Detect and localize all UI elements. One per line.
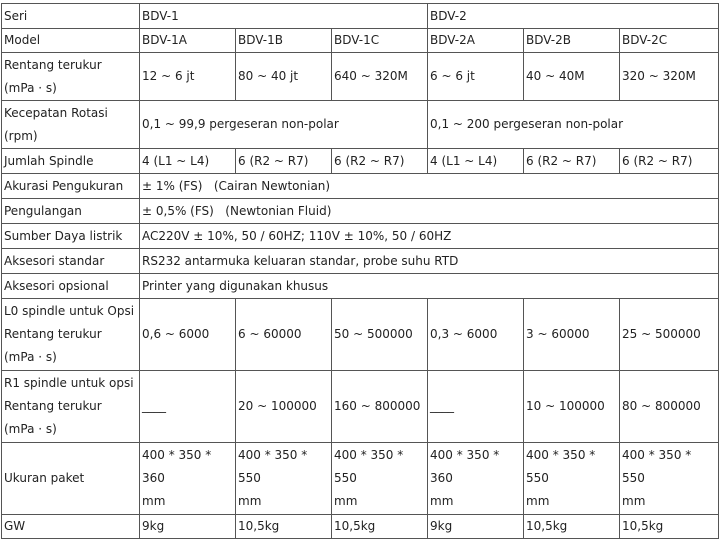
l0-label-line1: L0 spindle untuk Opsi: [4, 304, 135, 318]
spindle-cell: 6 (R2 ~ R7): [236, 149, 332, 174]
package-height: 550: [622, 471, 645, 485]
repeat-value: ± 0,5% (FS) (Newtonian Fluid): [140, 199, 719, 224]
row-l0: [2, 299, 719, 371]
package-dim: 400 * 350 *: [622, 448, 692, 462]
l0-cell: 0,3 ~ 6000: [428, 299, 524, 371]
range-cell: 640 ~ 320M: [332, 53, 428, 101]
row-seri: [2, 4, 719, 29]
range-cell: 40 ~ 40M: [524, 53, 620, 101]
l0-label-line2: Rentang terukur: [4, 327, 102, 341]
package-unit: mm: [526, 494, 550, 508]
spec-table: [1, 3, 719, 539]
r1-cell: 80 ~ 800000: [620, 371, 719, 443]
model-cell: BDV-2B: [524, 29, 620, 53]
package-cell: [524, 443, 620, 515]
package-label: Ukuran paket: [2, 443, 140, 515]
row-range: [2, 53, 719, 101]
power-value: AC220V ± 10%, 50 / 60HZ; 110V ± 10%, 50 / 60HZ: [140, 224, 719, 249]
row-gw: [2, 515, 719, 539]
r1-cell: ____: [428, 371, 524, 443]
package-unit: mm: [622, 494, 646, 508]
range-label: [2, 53, 140, 101]
l0-cell: 50 ~ 500000: [332, 299, 428, 371]
row-package: [2, 443, 719, 515]
row-opt-accessory: [2, 274, 719, 299]
range-label-unit: (mPa · s): [4, 80, 57, 95]
range-cell: 80 ~ 40 jt: [236, 53, 332, 101]
speed-bdv2: 0,1 ~ 200 pergeseran non-polar: [428, 101, 719, 149]
r1-cell: 10 ~ 100000: [524, 371, 620, 443]
r1-label-unit: (mPa · s): [4, 422, 57, 436]
row-model: [2, 29, 719, 53]
package-dim: 400 * 350 *: [142, 448, 212, 462]
package-height: 550: [238, 471, 261, 485]
row-accuracy: [2, 174, 719, 199]
l0-cell: 6 ~ 60000: [236, 299, 332, 371]
accuracy-label: Akurasi Pengukuran: [2, 174, 140, 199]
spindle-cell: 6 (R2 ~ R7): [332, 149, 428, 174]
r1-cell: ____: [140, 371, 236, 443]
package-cell: [332, 443, 428, 515]
package-dim: 400 * 350 *: [334, 448, 404, 462]
spindle-cell: 6 (R2 ~ R7): [620, 149, 719, 174]
accuracy-value: ± 1% (FS) (Cairan Newtonian): [140, 174, 719, 199]
package-cell: [620, 443, 719, 515]
row-power: [2, 224, 719, 249]
l0-cell: 3 ~ 60000: [524, 299, 620, 371]
range-cell: 6 ~ 6 jt: [428, 53, 524, 101]
model-cell: BDV-1B: [236, 29, 332, 53]
package-unit: mm: [430, 494, 454, 508]
gw-label: GW: [2, 515, 140, 539]
repeat-label: Pengulangan: [2, 199, 140, 224]
package-cell: [428, 443, 524, 515]
package-cell: [140, 443, 236, 515]
opt-accessory-value: Printer yang digunakan khusus: [140, 274, 719, 299]
model-cell: BDV-2A: [428, 29, 524, 53]
r1-label-line1: R1 spindle untuk opsi: [4, 376, 134, 390]
gw-cell: 9kg: [428, 515, 524, 539]
package-unit: mm: [238, 494, 262, 508]
spindle-cell: 4 (L1 ~ L4): [428, 149, 524, 174]
range-label-line: Rentang terukur: [4, 57, 102, 72]
gw-cell: 9kg: [140, 515, 236, 539]
package-dim: 400 * 350 *: [526, 448, 596, 462]
gw-cell: 10,5kg: [524, 515, 620, 539]
row-r1: [2, 371, 719, 443]
package-height: 550: [526, 471, 549, 485]
gw-cell: 10,5kg: [620, 515, 719, 539]
gw-cell: 10,5kg: [236, 515, 332, 539]
seri-bdv1: BDV-1: [140, 4, 428, 29]
row-std-accessory: [2, 249, 719, 274]
power-label: Sumber Daya listrik: [2, 224, 140, 249]
speed-label: [2, 101, 140, 149]
model-cell: BDV-1C: [332, 29, 428, 53]
model-cell: BDV-1A: [140, 29, 236, 53]
r1-label-line2: Rentang terukur: [4, 399, 102, 413]
model-cell: BDV-2C: [620, 29, 719, 53]
r1-cell: 20 ~ 100000: [236, 371, 332, 443]
speed-bdv1: 0,1 ~ 99,9 pergeseran non-polar: [140, 101, 428, 149]
spindle-label: Jumlah Spindle: [2, 149, 140, 174]
l0-label: [2, 299, 140, 371]
std-accessory-value: RS232 antarmuka keluaran standar, probe suhu RTD: [140, 249, 719, 274]
std-accessory-label: Aksesori standar: [2, 249, 140, 274]
package-height: 360: [430, 471, 453, 485]
r1-cell: 160 ~ 800000: [332, 371, 428, 443]
model-label: Model: [2, 29, 140, 53]
speed-label-line: Kecepatan Rotasi: [4, 105, 108, 120]
gw-cell: 10,5kg: [332, 515, 428, 539]
package-height: 360: [142, 471, 165, 485]
spindle-cell: 6 (R2 ~ R7): [524, 149, 620, 174]
range-cell: 320 ~ 320M: [620, 53, 719, 101]
spindle-cell: 4 (L1 ~ L4): [140, 149, 236, 174]
seri-label: Seri: [2, 4, 140, 29]
package-unit: mm: [142, 494, 166, 508]
l0-label-unit: (mPa · s): [4, 350, 57, 364]
package-unit: mm: [334, 494, 358, 508]
package-dim: 400 * 350 *: [430, 448, 500, 462]
package-cell: [236, 443, 332, 515]
seri-bdv2: BDV-2: [428, 4, 719, 29]
l0-cell: 0,6 ~ 6000: [140, 299, 236, 371]
range-cell: 12 ~ 6 jt: [140, 53, 236, 101]
r1-label: [2, 371, 140, 443]
package-dim: 400 * 350 *: [238, 448, 308, 462]
row-spindle: [2, 149, 719, 174]
opt-accessory-label: Aksesori opsional: [2, 274, 140, 299]
row-repeat: [2, 199, 719, 224]
package-height: 550: [334, 471, 357, 485]
row-speed: [2, 101, 719, 149]
l0-cell: 25 ~ 500000: [620, 299, 719, 371]
speed-label-unit: (rpm): [4, 128, 38, 143]
